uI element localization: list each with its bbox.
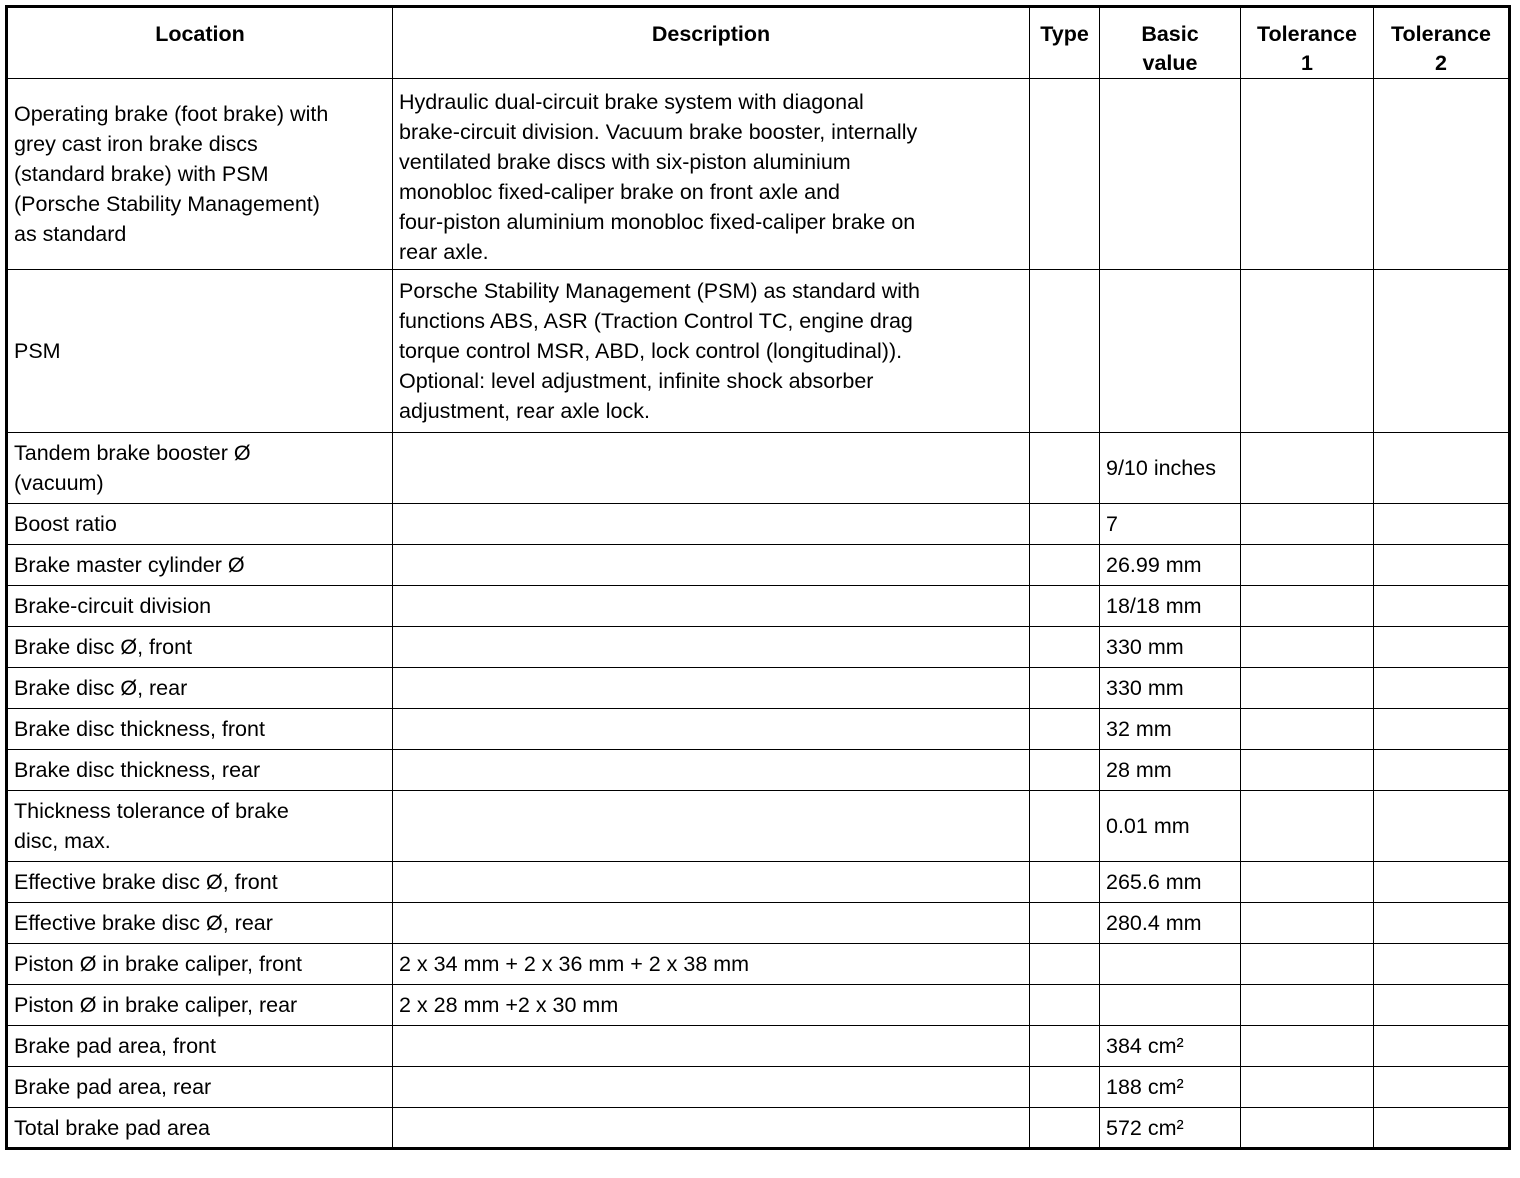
cell-tolerance-1 — [1241, 668, 1374, 709]
table-row — [7, 1067, 1510, 1108]
cell-description — [393, 668, 1030, 709]
header-description: Description — [393, 7, 1030, 79]
cell-type — [1030, 944, 1100, 985]
cell-tolerance-1 — [1241, 791, 1374, 862]
cell-basic-value — [1100, 985, 1241, 1026]
table-row — [7, 944, 1510, 985]
cell-basic-value: 572 cm² — [1100, 1108, 1241, 1149]
cell-type — [1030, 709, 1100, 750]
cell-location: Brake disc thickness, rear — [7, 750, 393, 791]
cell-location: Brake master cylinder Ø — [7, 545, 393, 586]
cell-basic-value: 330 mm — [1100, 627, 1241, 668]
cell-location: Thickness tolerance of brake disc, max. — [7, 791, 393, 862]
table-row — [7, 668, 1510, 709]
cell-description — [393, 545, 1030, 586]
header-location: Location — [7, 7, 393, 79]
cell-tolerance-2 — [1374, 1026, 1510, 1067]
cell-tolerance-1 — [1241, 944, 1374, 985]
table-row — [7, 270, 1510, 433]
cell-tolerance-1 — [1241, 985, 1374, 1026]
cell-tolerance-2 — [1374, 944, 1510, 985]
cell-location: Brake pad area, rear — [7, 1067, 393, 1108]
cell-basic-value: 188 cm² — [1100, 1067, 1241, 1108]
cell-location: Brake disc Ø, rear — [7, 668, 393, 709]
table-row — [7, 433, 1510, 504]
cell-description — [393, 627, 1030, 668]
cell-tolerance-1 — [1241, 270, 1374, 433]
table-row — [7, 709, 1510, 750]
brake-specifications-table — [5, 5, 1511, 1150]
cell-tolerance-1 — [1241, 586, 1374, 627]
header-basic-value: Basic value — [1100, 7, 1241, 79]
cell-tolerance-2 — [1374, 750, 1510, 791]
cell-tolerance-1 — [1241, 79, 1374, 270]
cell-location: Operating brake (foot brake) with grey cast iron brake discs (standard brake) with PSM (Porsche Stability Management) as standard — [7, 79, 393, 270]
cell-basic-value: 0.01 mm — [1100, 791, 1241, 862]
cell-tolerance-2 — [1374, 270, 1510, 433]
cell-basic-value: 280.4 mm — [1100, 903, 1241, 944]
cell-location: Effective brake disc Ø, front — [7, 862, 393, 903]
table-header — [7, 7, 1510, 79]
cell-location: Brake disc Ø, front — [7, 627, 393, 668]
cell-type — [1030, 903, 1100, 944]
cell-location: Boost ratio — [7, 504, 393, 545]
cell-description — [393, 433, 1030, 504]
cell-tolerance-1 — [1241, 433, 1374, 504]
table-row — [7, 504, 1510, 545]
cell-description — [393, 1108, 1030, 1149]
table-row — [7, 985, 1510, 1026]
cell-tolerance-2 — [1374, 791, 1510, 862]
cell-basic-value: 26.99 mm — [1100, 545, 1241, 586]
cell-basic-value — [1100, 79, 1241, 270]
cell-type — [1030, 504, 1100, 545]
cell-location: PSM — [7, 270, 393, 433]
cell-tolerance-1 — [1241, 627, 1374, 668]
cell-tolerance-1 — [1241, 1067, 1374, 1108]
table-row — [7, 1026, 1510, 1067]
cell-type — [1030, 862, 1100, 903]
cell-type — [1030, 791, 1100, 862]
cell-tolerance-2 — [1374, 862, 1510, 903]
cell-description — [393, 862, 1030, 903]
cell-location: Brake-circuit division — [7, 586, 393, 627]
cell-basic-value: 32 mm — [1100, 709, 1241, 750]
cell-tolerance-2 — [1374, 668, 1510, 709]
cell-basic-value: 330 mm — [1100, 668, 1241, 709]
cell-location: Piston Ø in brake caliper, rear — [7, 985, 393, 1026]
cell-basic-value — [1100, 944, 1241, 985]
cell-tolerance-1 — [1241, 903, 1374, 944]
cell-description — [393, 1026, 1030, 1067]
table-row — [7, 586, 1510, 627]
cell-basic-value: 7 — [1100, 504, 1241, 545]
cell-tolerance-2 — [1374, 985, 1510, 1026]
cell-description: 2 x 34 mm + 2 x 36 mm + 2 x 38 mm — [393, 944, 1030, 985]
cell-description: Porsche Stability Management (PSM) as standard with functions ABS, ASR (Traction Control TC, engine drag torque control MSR, ABD, lock control (longitudinal)). Optional: level adjustment, infinite shock absorber adjustment, rear axle lock. — [393, 270, 1030, 433]
cell-tolerance-2 — [1374, 79, 1510, 270]
cell-tolerance-1 — [1241, 862, 1374, 903]
cell-description: Hydraulic dual-circuit brake system with diagonal brake-circuit division. Vacuum brake booster, internally ventilated brake discs with six-piston aluminium monobloc fixed-caliper brake on front axle and four-piston aluminium monobloc fixed-caliper brake on rear axle. — [393, 79, 1030, 270]
cell-location: Brake pad area, front — [7, 1026, 393, 1067]
cell-basic-value: 28 mm — [1100, 750, 1241, 791]
cell-location: Brake disc thickness, front — [7, 709, 393, 750]
table-row — [7, 903, 1510, 944]
table-row — [7, 1108, 1510, 1149]
cell-type — [1030, 627, 1100, 668]
table-row — [7, 862, 1510, 903]
cell-tolerance-2 — [1374, 433, 1510, 504]
cell-tolerance-2 — [1374, 709, 1510, 750]
cell-type — [1030, 79, 1100, 270]
cell-type — [1030, 1067, 1100, 1108]
cell-description — [393, 586, 1030, 627]
table-row — [7, 545, 1510, 586]
header-type: Type — [1030, 7, 1100, 79]
cell-tolerance-1 — [1241, 545, 1374, 586]
cell-tolerance-2 — [1374, 627, 1510, 668]
cell-type — [1030, 750, 1100, 791]
cell-tolerance-2 — [1374, 903, 1510, 944]
cell-description: 2 x 28 mm +2 x 30 mm — [393, 985, 1030, 1026]
cell-type — [1030, 1026, 1100, 1067]
cell-basic-value: 9/10 inches — [1100, 433, 1241, 504]
cell-type — [1030, 545, 1100, 586]
cell-type — [1030, 668, 1100, 709]
cell-tolerance-1 — [1241, 750, 1374, 791]
cell-description — [393, 750, 1030, 791]
table-row — [7, 791, 1510, 862]
cell-tolerance-1 — [1241, 709, 1374, 750]
header-tolerance-2: Tolerance 2 — [1374, 7, 1510, 79]
cell-basic-value: 384 cm² — [1100, 1026, 1241, 1067]
cell-basic-value: 265.6 mm — [1100, 862, 1241, 903]
cell-tolerance-1 — [1241, 1108, 1374, 1149]
cell-location: Effective brake disc Ø, rear — [7, 903, 393, 944]
header-row — [7, 7, 1510, 79]
cell-type — [1030, 433, 1100, 504]
cell-location: Piston Ø in brake caliper, front — [7, 944, 393, 985]
cell-type — [1030, 586, 1100, 627]
header-tolerance-1: Tolerance 1 — [1241, 7, 1374, 79]
cell-description — [393, 791, 1030, 862]
table-row — [7, 627, 1510, 668]
cell-description — [393, 1067, 1030, 1108]
cell-type — [1030, 985, 1100, 1026]
cell-type — [1030, 270, 1100, 433]
table-body — [7, 79, 1510, 1149]
cell-description — [393, 903, 1030, 944]
cell-tolerance-1 — [1241, 1026, 1374, 1067]
cell-tolerance-2 — [1374, 586, 1510, 627]
cell-tolerance-2 — [1374, 1108, 1510, 1149]
cell-basic-value: 18/18 mm — [1100, 586, 1241, 627]
cell-location: Total brake pad area — [7, 1108, 393, 1149]
cell-tolerance-2 — [1374, 545, 1510, 586]
table-row — [7, 79, 1510, 270]
cell-basic-value — [1100, 270, 1241, 433]
cell-tolerance-2 — [1374, 1067, 1510, 1108]
cell-location: Tandem brake booster Ø (vacuum) — [7, 433, 393, 504]
cell-tolerance-2 — [1374, 504, 1510, 545]
cell-description — [393, 504, 1030, 545]
cell-tolerance-1 — [1241, 504, 1374, 545]
table-row — [7, 750, 1510, 791]
cell-type — [1030, 1108, 1100, 1149]
cell-description — [393, 709, 1030, 750]
